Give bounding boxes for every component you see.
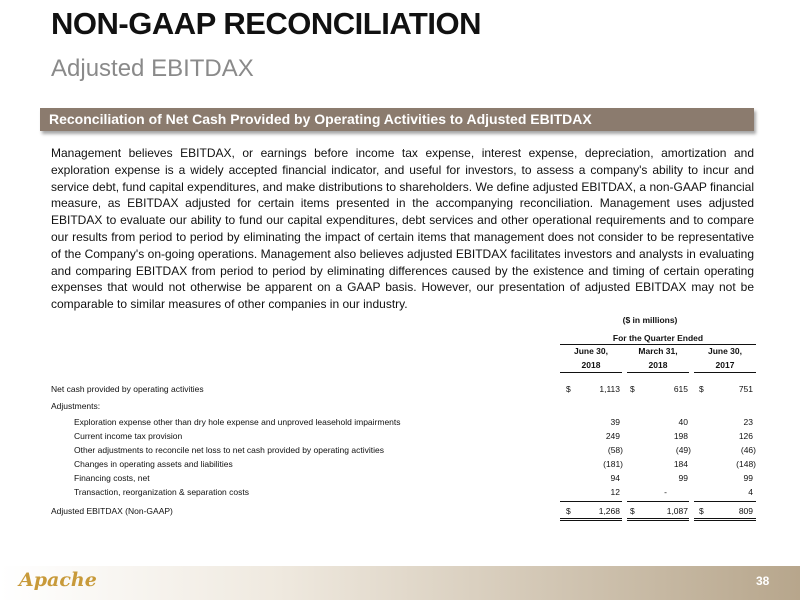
currency-symbol: $	[630, 384, 635, 394]
net-cash-value-3: 751	[738, 384, 753, 394]
table-cell: 99	[678, 473, 688, 483]
currency-symbol: $	[566, 384, 571, 394]
table-cell: 126	[738, 431, 753, 441]
total-double-line-1a	[560, 518, 622, 519]
page-title: NON-GAAP RECONCILIATION	[51, 6, 481, 41]
total-top-line-1	[560, 501, 622, 502]
row-label-net-cash: Net cash provided by operating activities	[51, 384, 204, 394]
col-1-header-line1: June 30,	[573, 346, 609, 356]
currency-symbol: $	[699, 506, 704, 516]
col-3-header-line2: 2017	[715, 360, 735, 370]
col-1-header-underline	[560, 372, 622, 373]
table-cell: 4	[748, 487, 753, 497]
total-double-line-2a	[627, 518, 689, 519]
col-3-header-line1: June 30,	[707, 346, 743, 356]
row-label-changes-assets: Changes in operating assets and liabilities	[74, 459, 233, 469]
currency-symbol: $	[630, 506, 635, 516]
col-2-header-line1: March 31,	[638, 346, 678, 356]
total-value-3: 809	[738, 506, 753, 516]
total-double-line-1b	[560, 520, 622, 521]
page-number: 38	[756, 574, 770, 588]
table-cell: -	[664, 487, 667, 497]
units-label: ($ in millions)	[622, 315, 678, 325]
description-paragraph: Management believes EBITDAX, or earnings before income tax expense, interest expense, depreciation, amortization and exploration expense is a widely accepted financial indicator, and useful for investors, to assess a company's ability to incur and service debt, fund capital expenditures, and make distributions to shareholders. We define adjusted EBITDAX, a non-GAAP financial measure, as EBITDAX adjusted for certain items presented in the accompanying reconciliation. Management uses adjusted EBITDAX to evaluate our ability to fund our capital expenditures, debt services and other operational requirements and to compare our results from period to period by eliminating the impact of certain items that management does not consider to be representative of the Company's on-going operations. Management also believes adjusted EBITDAX facilitates investors and analysts in evaluating and comparing EBITDAX from period to period by eliminating differences caused by the existence and timing of certain operating expenses that would not otherwise be apparent on a GAAP basis. However, our presentation of adjusted EBITDAX may not be comparable to similar measures of other companies in our industry.	[51, 146, 754, 312]
section-banner-text: Reconciliation of Net Cash Provided by Operating Activities to Adjusted EBITDAX	[49, 111, 592, 127]
apache-logo: Apache	[19, 569, 97, 591]
table-cell: 94	[610, 473, 620, 483]
net-cash-value-1: 1,113	[599, 384, 620, 394]
row-label-transaction-costs: Transaction, reorganization & separation costs	[74, 487, 249, 497]
table-cell: 249	[605, 431, 620, 441]
col-2-header-line2: 2018	[648, 360, 668, 370]
footer-bar	[0, 566, 800, 600]
table-cell: (49)	[675, 445, 691, 455]
table-cell: 40	[678, 417, 688, 427]
period-header-underline	[560, 344, 756, 345]
adjustments-label: Adjustments:	[51, 401, 101, 411]
row-label-financing-costs: Financing costs, net	[74, 473, 150, 483]
table-cell: 12	[610, 487, 620, 497]
col-3-header-underline	[694, 372, 756, 373]
table-cell: (148)	[736, 459, 756, 469]
table-cell: 23	[743, 417, 753, 427]
total-double-line-3b	[694, 520, 756, 521]
table-cell: 99	[743, 473, 753, 483]
total-double-line-2b	[627, 520, 689, 521]
total-top-line-2	[627, 501, 689, 502]
total-value-1: 1,268	[598, 506, 620, 516]
table-cell: 39	[610, 417, 620, 427]
total-double-line-3a	[694, 518, 756, 519]
currency-symbol: $	[699, 384, 704, 394]
col-2-header-underline	[627, 372, 689, 373]
row-label-income-tax: Current income tax provision	[74, 431, 183, 441]
table-cell: (46)	[740, 445, 756, 455]
table-cell: (58)	[607, 445, 623, 455]
page-subtitle: Adjusted EBITDAX	[51, 55, 254, 82]
total-value-2: 1,087	[666, 506, 688, 516]
table-cell: 184	[673, 459, 688, 469]
row-label-adjusted-ebitdax: Adjusted EBITDAX (Non-GAAP)	[51, 506, 173, 516]
period-header: For the Quarter Ended	[612, 333, 704, 343]
table-cell: 198	[673, 431, 688, 441]
table-cell: (181)	[603, 459, 623, 469]
section-banner	[40, 108, 754, 131]
net-cash-value-2: 615	[673, 384, 688, 394]
total-top-line-3	[694, 501, 756, 502]
col-1-header-line2: 2018	[581, 360, 601, 370]
row-label-other-adjustments: Other adjustments to reconcile net loss to net cash provided by operating activities	[74, 445, 384, 455]
row-label-exploration: Exploration expense other than dry hole expense and unproved leasehold impairments	[74, 417, 401, 427]
currency-symbol: $	[566, 506, 571, 516]
